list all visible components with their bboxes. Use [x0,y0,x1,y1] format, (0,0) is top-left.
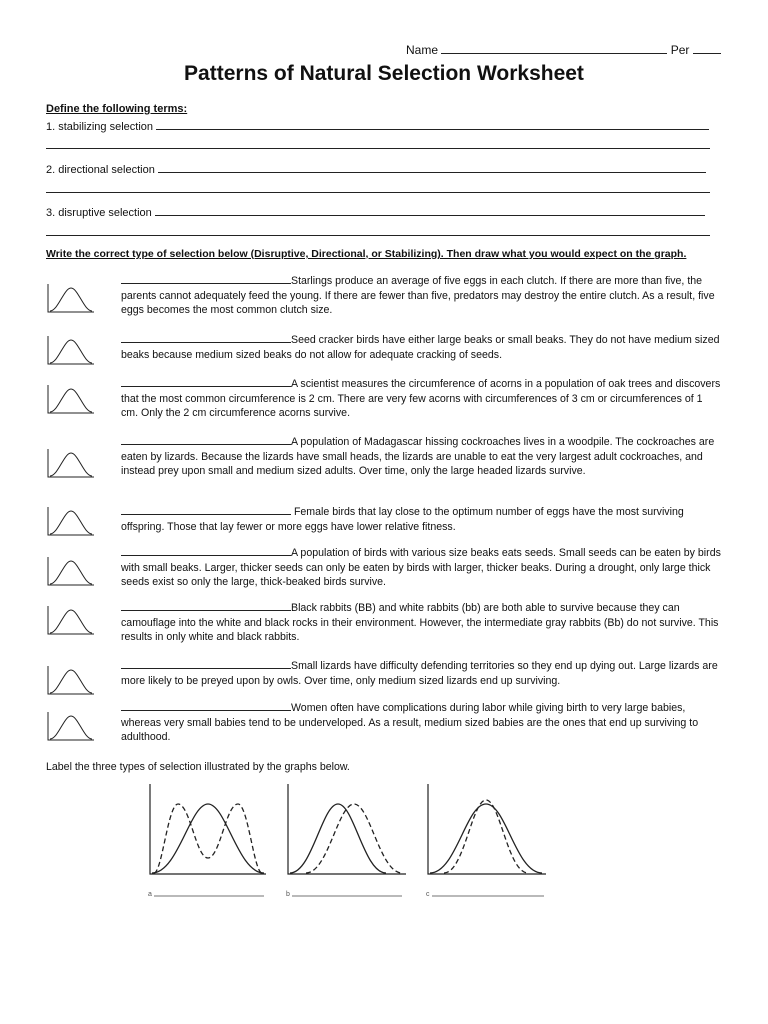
graph-drawing-area[interactable] [46,604,96,636]
definition-field[interactable] [156,118,709,130]
term-label: 2. directional selection [46,164,155,176]
graph-drawing-area[interactable] [46,710,96,742]
per-label: Per [670,43,690,57]
graph-b-label: b [286,891,290,898]
graph-drawing-area[interactable] [46,505,96,537]
scenario-item [121,505,721,534]
scenario-item [121,546,721,590]
term-stabilizing [46,118,709,133]
selection-type-field[interactable] [121,505,291,515]
selection-type-field[interactable] [121,435,291,445]
graph-drawing-area[interactable] [46,383,96,415]
graph-drawing-area[interactable] [46,555,96,587]
selection-type-field[interactable] [121,377,291,387]
scenario-item [121,701,721,745]
term-disruptive [46,204,705,219]
answer-line[interactable] [46,235,710,236]
name-field[interactable] [441,42,667,54]
graph-a [148,784,266,898]
scenario-item [121,601,721,645]
graphs-instruction: Label the three types of selection illustrated by the graphs below. [46,761,350,773]
selection-type-field[interactable] [121,601,291,611]
scenario-text: Small lizards have difficulty defending territories so they end up dying out. Large lizards are more likely to be preyed upon by owls. Over time, only medium sized lizards end up surviving. [121,660,718,687]
selection-type-field[interactable] [121,701,291,711]
term-label: 3. disruptive selection [46,207,152,219]
definition-field[interactable] [155,204,705,216]
selection-type-field[interactable] [121,659,291,669]
scenario-item [121,659,721,688]
answer-line[interactable] [46,148,710,149]
term-label: 1. stabilizing selection [46,121,154,133]
scenario-text: A scientist measures the circumference of acorns in a population of oak trees and discovers that the most common circumference is 2 cm. There are very few acorns with circumferences of 3 cm or circumferences of 1 cm. Only the 2 cm circumference acorns survive. [121,378,721,420]
graph-c [426,784,546,898]
scenario-item [121,435,721,479]
scenario-text: A population of birds with various size beaks eats seeds. Small seeds can be eaten by birds with small beaks. Larger, thicker seeds can only be eaten by birds with larger, thicker beaks. During a drought, only large thick seeds exist so only the large, thick-beaked birds survive. [121,547,721,589]
selection-graphs [140,778,560,903]
graph-drawing-area[interactable] [46,447,96,479]
selection-type-field[interactable] [121,333,291,343]
scenario-item [121,377,721,421]
definition-field[interactable] [158,161,706,173]
graph-drawing-area[interactable] [46,664,96,696]
term-directional [46,161,706,176]
define-heading: Define the following terms: [46,103,188,115]
period-field[interactable] [693,42,721,54]
name-per-row [406,42,721,57]
scenario-text: Starlings produce an average of five eggs in each clutch. If there are more than five, the parents cannot adequately feed the young. If there are fewer than five, predators may destroy the entire clutch. As a result, five eggs becomes the most common clutch size. [121,275,715,317]
graph-drawing-area[interactable] [46,282,96,314]
selection-type-field[interactable] [121,546,291,556]
instructions: Write the correct type of selection below (Disruptive, Directional, or Stabilizing). Then draw what you would expect on the graph. [46,248,687,260]
graph-b [286,784,406,898]
answer-line[interactable] [46,192,710,193]
graph-drawing-area[interactable] [46,334,96,366]
scenario-text: Women often have complications during labor while giving birth to very large babies, whereas very small babies tend to be underveloped. As a result, medium sized babies are the ones that end up surviving to adulthood. [121,702,699,744]
scenario-item [121,274,721,318]
scenario-text: Seed cracker birds have either large beaks or small beaks. They do not have medium sized beaks because medium sized beaks do not allow for adequate cracking of seeds. [121,334,720,361]
scenario-text: A population of Madagascar hissing cockroaches lives in a woodpile. The cockroaches are eaten by lizards. Because the lizards have small heads, the lizards are unable to eat the very largest adult cockroaches, and instead prey upon small and medium sized adults. Over time, only the large headed lizards survive. [121,436,715,478]
scenario-text: Black rabbits (BB) and white rabbits (bb) are both able to survive because they can camouflage into the white and black rocks in their environment. However, the intermediate gray rabbits (Bb) do not survive. This results in only white and black rabbits. [121,602,719,644]
page-title: Patterns of Natural Selection Worksheet [184,62,584,85]
selection-type-field[interactable] [121,274,291,284]
name-label: Name [406,43,439,57]
graph-c-label: c [426,891,430,898]
scenario-text: Female birds that lay close to the optimum number of eggs have the most surviving offspring. Those that lay fewer or more eggs have lower relative fitness. [121,506,684,533]
scenario-item [121,333,721,362]
graph-a-label: a [148,891,152,898]
